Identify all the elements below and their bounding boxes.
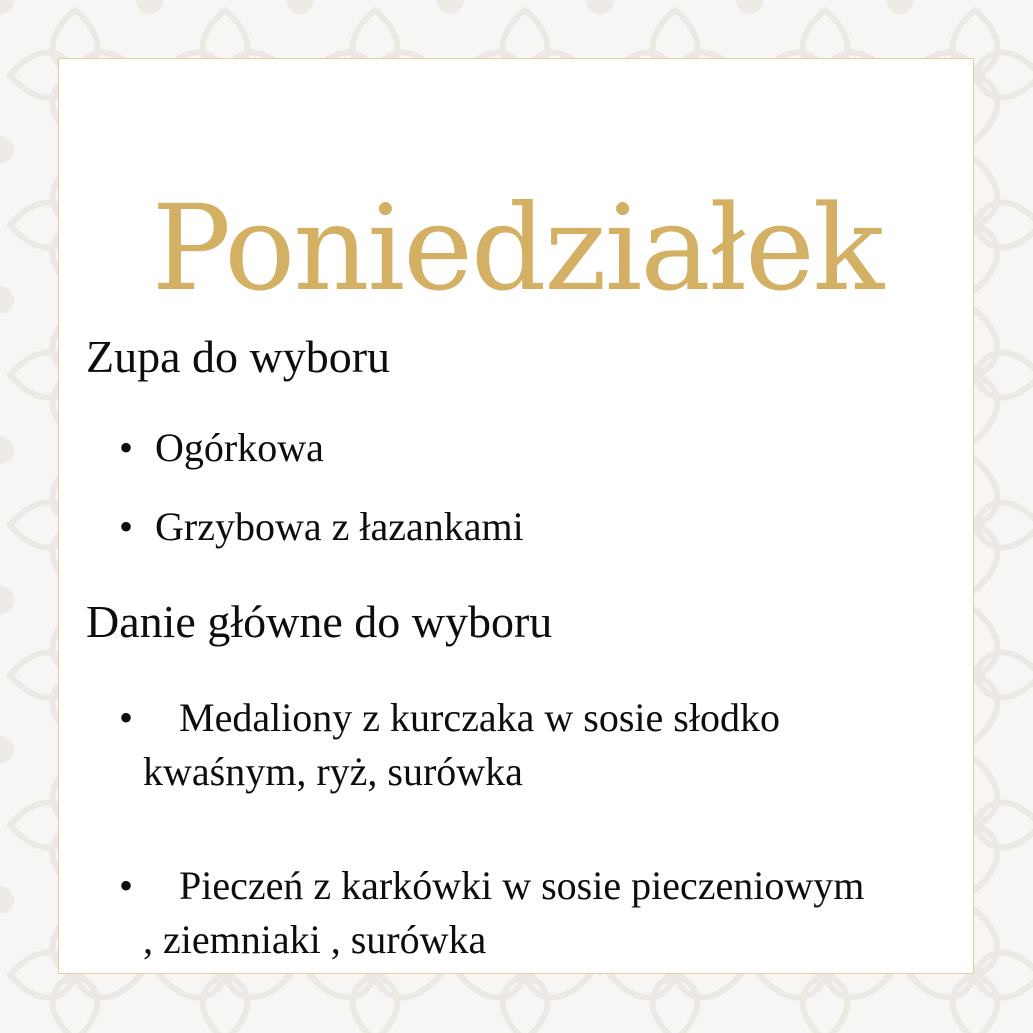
soup-option-1-label: Ogórkowa bbox=[155, 425, 324, 470]
main-course-option-1-label: Medaliony z kurczaka w sosie słodko kwaśnym, ryż, surówka bbox=[143, 695, 780, 794]
soup-option-2 bbox=[119, 500, 524, 554]
day-title: Poniedziałek bbox=[151, 179, 883, 317]
main-course-option-1 bbox=[119, 691, 923, 799]
bullet-icon: • bbox=[119, 425, 134, 470]
soup-section-heading: Zupa do wyboru bbox=[86, 331, 391, 382]
bullet-icon: • bbox=[119, 695, 134, 740]
soup-option-1 bbox=[119, 421, 324, 475]
bullet-icon: • bbox=[119, 863, 134, 908]
menu-card bbox=[58, 58, 974, 974]
soup-option-2-label: Grzybowa z łazankami bbox=[155, 504, 524, 549]
bullet-icon: • bbox=[119, 504, 134, 549]
main-course-section-heading: Danie główne do wyboru bbox=[86, 596, 553, 647]
main-course-option-2 bbox=[119, 859, 883, 967]
main-course-option-2-label: Pieczeń z karkówki w sosie pieczeniowym , ziemniaki , surówka bbox=[143, 863, 865, 962]
